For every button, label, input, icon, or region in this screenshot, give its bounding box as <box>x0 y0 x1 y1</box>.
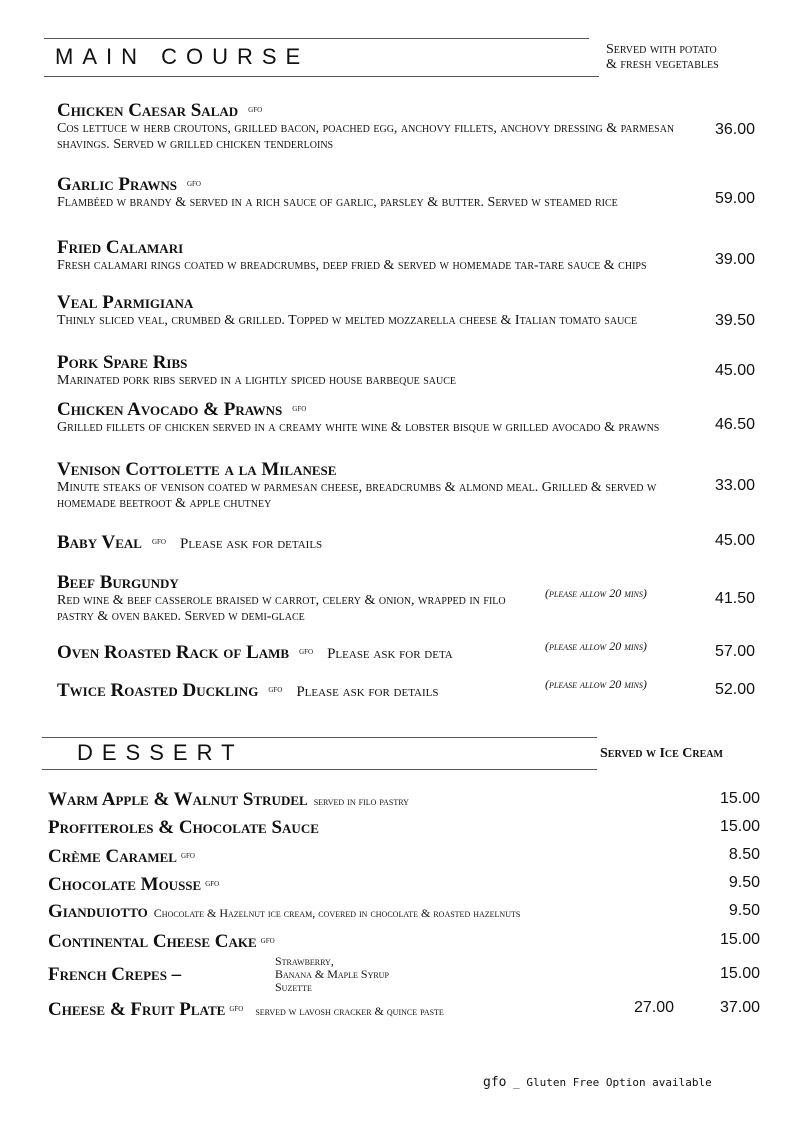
dessert-name: Profiteroles & Chocolate Sauce <box>48 817 319 838</box>
gfo-tag: gfo <box>205 878 220 889</box>
dessert-item <box>48 931 275 952</box>
menu-item <box>57 293 793 329</box>
item-details-note: Please ask for deta <box>327 646 453 662</box>
item-name: Veal Parmigiana <box>57 292 194 313</box>
main-note-line2: & fresh vegetables <box>606 57 719 72</box>
menu-item <box>57 460 793 512</box>
main-note-line1: Served with potato <box>606 42 717 57</box>
dessert-note: Served w Ice Cream <box>600 746 723 761</box>
menu-item <box>57 573 793 625</box>
menu-item <box>57 532 793 554</box>
item-name: Oven Roasted Rack of Lamb <box>57 642 290 663</box>
item-price: 59.00 <box>714 190 755 207</box>
dessert-name: Gianduiotto <box>48 901 148 922</box>
gfo-tag: gfo <box>151 536 166 547</box>
main-top-rule <box>44 38 589 39</box>
gfo-tag: gfo <box>229 1003 244 1014</box>
dessert-item <box>48 874 219 895</box>
prep-time-note: (please allow 20 mins) <box>545 677 647 691</box>
gfo-tag: gfo <box>248 104 263 115</box>
item-name: Chicken Caesar Salad <box>57 100 239 121</box>
crepe-option: Strawberry, <box>275 954 334 968</box>
item-price: 52.00 <box>714 681 755 698</box>
dessert-name: Cheese & Fruit Plate <box>48 999 226 1020</box>
item-price: 39.50 <box>714 312 755 329</box>
crepe-option: Banana & Maple Syrup <box>275 967 389 981</box>
gluten-free-legend <box>483 1075 712 1090</box>
item-name: Fried Calamari <box>57 237 184 258</box>
crepe-option: Suzette <box>275 980 312 994</box>
item-description: Thinly sliced veal, crumbed & grilled. Topped w melted mozzarella cheese & Italian tomato sauce <box>57 313 638 328</box>
menu-item <box>57 100 793 153</box>
dessert-item <box>48 790 409 811</box>
gfo-tag: gfo <box>268 684 283 695</box>
dessert-price: 9.50 <box>728 902 760 919</box>
menu-item <box>57 639 793 664</box>
dessert-name: Chocolate Mousse <box>48 874 202 895</box>
main-course-title: MAIN COURSE <box>55 44 310 69</box>
item-name: Beef Burgundy <box>57 572 179 593</box>
dessert-item <box>48 818 319 838</box>
item-name: Twice Roasted Duckling <box>57 680 259 701</box>
dessert-item <box>48 902 520 923</box>
item-price: 45.00 <box>714 362 755 379</box>
item-name: Garlic Prawns <box>57 174 177 195</box>
gfo-tag: gfo <box>299 646 314 657</box>
item-name: Chicken Avocado & Prawns <box>57 399 283 420</box>
item-name: Venison Cottolette a la Milanese <box>57 459 337 480</box>
dessert-price-small: 27.00 <box>634 999 675 1016</box>
menu-item <box>57 677 793 702</box>
item-price: 33.00 <box>714 477 755 494</box>
menu-item <box>57 353 793 389</box>
dessert-item <box>48 965 181 985</box>
dessert-item <box>48 999 444 1021</box>
item-price: 57.00 <box>714 643 755 660</box>
item-description: Flambéed w brandy & served in a rich sauce of garlic, parsley & butter. Served w steamed rice <box>57 195 618 210</box>
dessert-price: 37.00 <box>719 999 760 1016</box>
item-price: 46.50 <box>714 416 755 433</box>
item-description: Marinated pork ribs served in a lightly spiced house barbeque sauce <box>57 373 456 388</box>
menu-item <box>57 174 793 211</box>
item-price: 45.00 <box>714 532 755 549</box>
gfo-tag: gfo <box>292 403 307 414</box>
dessert-title: DESSERT <box>77 740 244 765</box>
dessert-top-rule <box>42 737 597 738</box>
dessert-price: 15.00 <box>719 931 760 948</box>
prep-time-note: (please allow 20 mins) <box>545 639 647 653</box>
gfo-legend-text: _ Gluten Free Option available <box>513 1076 712 1089</box>
item-price: 41.50 <box>714 590 755 607</box>
dessert-item <box>48 846 195 867</box>
item-price: 36.00 <box>714 121 755 138</box>
item-description: Cos lettuce w herb croutons, grilled bacon, poached egg, anchovy fillets, anchovy dressing & parmesan shavings. Served w grilled chicken tenderloins <box>57 121 675 152</box>
menu-item <box>57 399 793 436</box>
dessert-price: 9.50 <box>728 874 760 891</box>
gfo-legend-mark: gfo <box>483 1075 507 1090</box>
dessert-description: served in filo pastry <box>313 794 409 808</box>
main-course-note <box>606 42 719 72</box>
item-details-note: Please ask for details <box>296 684 439 700</box>
gfo-tag: gfo <box>260 935 275 946</box>
dessert-bottom-rule <box>42 769 597 770</box>
item-description: Grilled fillets of chicken served in a creamy white wine & lobster bisque w grilled avocado & prawns <box>57 420 660 435</box>
crepe-options <box>275 955 389 994</box>
item-description: Fresh calamari rings coated w breadcrumbs, deep fried & served w homemade tar-tare sauce & chips <box>57 258 647 273</box>
item-description: Red wine & beef casserole braised w carrot, celery & onion, wrapped in filo pastry & oven baked. Served w demi-glace <box>57 593 506 624</box>
dessert-price: 8.50 <box>728 846 760 863</box>
dessert-name: Continental Cheese Cake <box>48 931 257 952</box>
dessert-name: Crème Caramel <box>48 846 177 867</box>
gfo-tag: gfo <box>180 850 195 861</box>
prep-time-note: (please allow 20 mins) <box>545 586 647 600</box>
item-description: Minute steaks of venison coated w parmesan cheese, breadcrumbs & almond meal. Grilled & served w homemade beetroot & apple chutney <box>57 480 657 511</box>
dessert-price: 15.00 <box>719 790 760 807</box>
item-details-note: Please ask for details <box>180 536 323 552</box>
dessert-price: 15.00 <box>719 818 760 835</box>
main-bottom-rule <box>44 76 599 77</box>
item-price: 39.00 <box>714 251 755 268</box>
dessert-description: served w lavosh cracker & quince paste <box>255 1004 444 1018</box>
item-name: Pork Spare Ribs <box>57 352 188 373</box>
dessert-name: French Crepes – <box>48 964 182 985</box>
dessert-description: Chocolate & Hazelnut ice cream, covered in chocolate & roasted hazelnuts <box>153 906 521 920</box>
dessert-price: 15.00 <box>719 965 760 982</box>
gfo-tag: gfo <box>186 178 201 189</box>
menu-item <box>57 238 793 274</box>
dessert-name: Warm Apple & Walnut Strudel <box>48 789 308 810</box>
item-name: Baby Veal <box>57 532 142 553</box>
